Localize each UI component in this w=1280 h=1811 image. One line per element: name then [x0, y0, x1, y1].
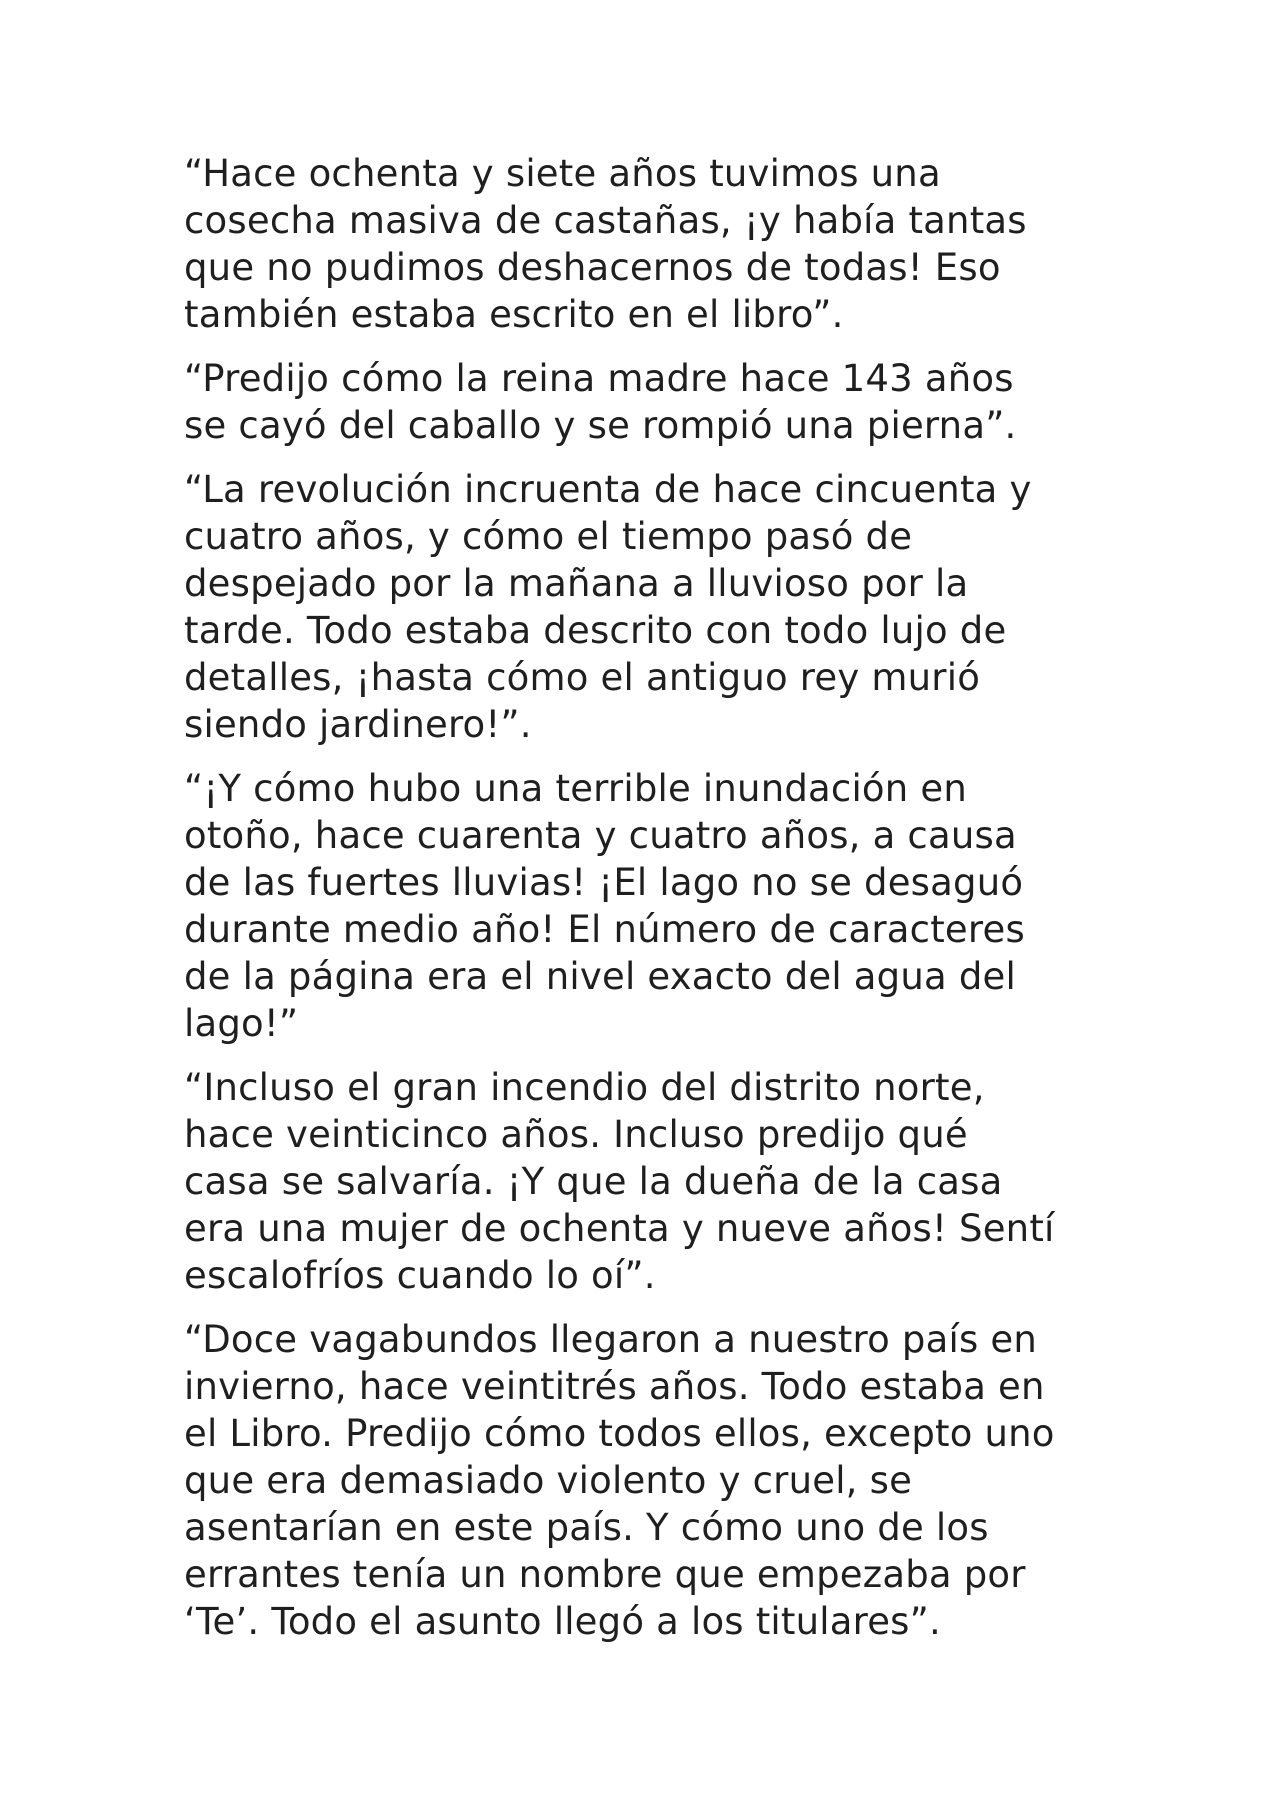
- text-line: ‘Te’. Todo el asunto llegó a los titulares”.: [184, 1600, 941, 1643]
- text-line: “¡Y cómo hubo una terrible inundación en: [184, 767, 967, 810]
- text-line: asentarían en este país. Y cómo uno de los: [184, 1506, 989, 1549]
- text-line: que era demasiado violento y cruel, se: [184, 1459, 913, 1502]
- text-line: se cayó del caballo y se rompió una pierna”.: [184, 404, 1017, 447]
- paragraph-2: [184, 355, 1114, 449]
- text-line: también estaba escrito en el libro”.: [184, 293, 844, 336]
- text-line: “Hace ochenta y siete años tuvimos una: [184, 152, 941, 195]
- text-line: cosecha masiva de castañas, ¡y había tantas: [184, 199, 1027, 242]
- text-line: era una mujer de ochenta y nueve años! Sentí: [184, 1207, 1055, 1250]
- paragraph-4: [184, 765, 1114, 1047]
- document-page: [184, 150, 1114, 1662]
- text-line: despejado por la mañana a lluvioso por la: [184, 562, 969, 605]
- text-line: errantes tenía un nombre que empezaba por: [184, 1553, 1026, 1596]
- text-line: tarde. Todo estaba descrito con todo lujo de: [184, 609, 1007, 652]
- text-line: siendo jardinero!”.: [184, 703, 532, 746]
- text-line: “Doce vagabundos llegaron a nuestro país en: [184, 1318, 1038, 1361]
- paragraph-3: [184, 466, 1114, 748]
- text-line: “La revolución incruenta de hace cincuenta y: [184, 468, 1032, 511]
- paragraph-1: [184, 150, 1114, 338]
- text-line: de la página era el nivel exacto del agua del: [184, 955, 1016, 998]
- text-line: durante medio año! El número de caracteres: [184, 908, 1025, 951]
- text-line: hace veinticinco años. Incluso predijo qué: [184, 1113, 968, 1156]
- text-line: el Libro. Predijo cómo todos ellos, excepto uno: [184, 1412, 1055, 1455]
- text-line: otoño, hace cuarenta y cuatro años, a causa: [184, 814, 1017, 857]
- text-line: lago!”: [184, 1002, 299, 1045]
- text-line: “Incluso el gran incendio del distrito norte,: [184, 1066, 985, 1109]
- text-line: detalles, ¡hasta cómo el antiguo rey murió: [184, 656, 981, 699]
- paragraph-6: [184, 1316, 1114, 1645]
- text-line: invierno, hace veintitrés años. Todo estaba en: [184, 1365, 1045, 1408]
- text-line: que no pudimos deshacernos de todas! Eso: [184, 246, 1001, 289]
- paragraph-5: [184, 1064, 1114, 1299]
- text-line: de las fuertes lluvias! ¡El lago no se desaguó: [184, 861, 1024, 904]
- text-line: escalofríos cuando lo oí”.: [184, 1254, 656, 1297]
- text-line: casa se salvaría. ¡Y que la dueña de la casa: [184, 1160, 1003, 1203]
- text-line: “Predijo cómo la reina madre hace 143 años: [184, 357, 1014, 400]
- text-line: cuatro años, y cómo el tiempo pasó de: [184, 515, 913, 558]
